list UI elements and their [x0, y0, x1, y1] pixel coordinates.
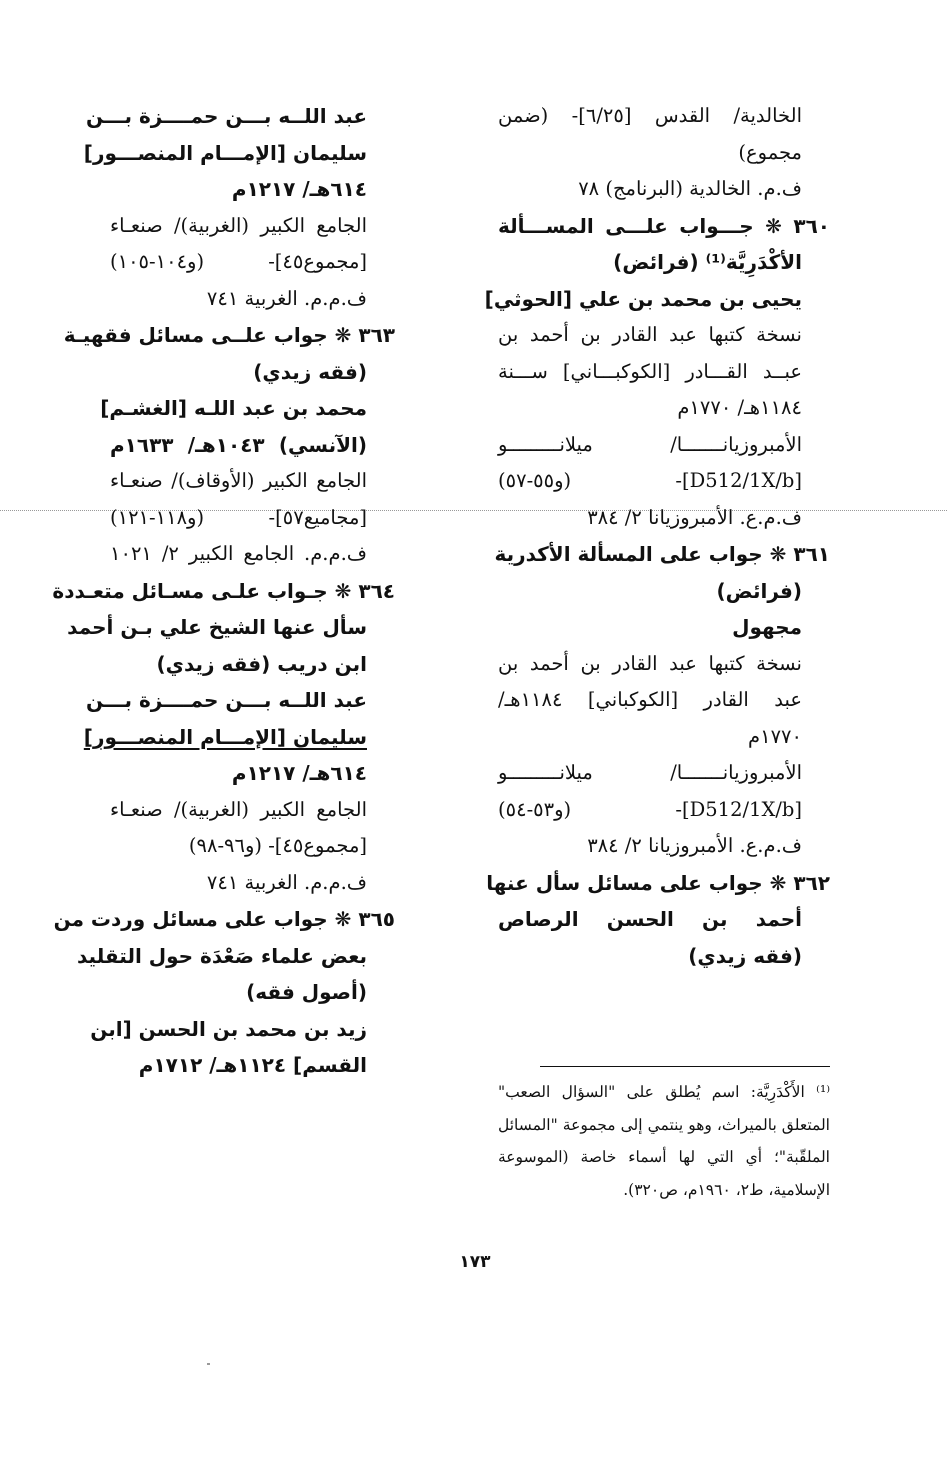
right-column [484, 98, 830, 974]
text-line: الأكْدَرِيَّة⁽¹⁾ (فرائض) [613, 250, 802, 274]
left-column [52, 98, 395, 1084]
text-line: [D512/1X/b]- (و٥٣-٥٤) [498, 797, 802, 821]
text-line: ف.م.ع. الأمبروزيانا ٢/ ٣٨٤ [587, 505, 802, 529]
text-line: الجامع الكبير (الأوقاف)/ صنعـاء [110, 469, 367, 492]
text-line: مجموع) [738, 140, 802, 164]
text-line: محمد بن عبد اللـه [الغشـم] [100, 396, 367, 420]
footnote [498, 1076, 830, 1206]
text-line: نسخة كتبها عبد القادر بن أحمد بن [498, 323, 802, 346]
text-line: ٣٦٣ ❋ جواب علــى مسائل فقهيـة [63, 323, 395, 347]
footnote-line: المتعلق بالميراث، وهو ينتمي إلى مجموعة "المسائل [498, 1115, 830, 1134]
text-line: ف.م.م. الغربية ٧٤١ [206, 286, 367, 310]
text-line: عبد اللــه بـــن حمــــزة بـــن [85, 104, 367, 128]
text-line: القسم] ١١٢٤هـ/ ١٧١٢م [138, 1053, 367, 1077]
text-line: زيد بن محمد بن الحسن [ابن [90, 1016, 367, 1041]
text-line: مجهول [732, 615, 802, 639]
text-line: [مجموع٤٥]- (و١٠٤-١٠٥) [110, 250, 367, 273]
text-line: [D512/1X/b]- (و٥٥-٥٧) [498, 469, 802, 492]
text-line: ف.م.م. الجامع الكبير ٢/ ١٠٢١ [110, 542, 367, 565]
text-line: يحيى بن محمد بن علي [الحوثي] [484, 286, 802, 311]
text-line: (أصول فقه) [246, 980, 367, 1004]
text-line: ٣٦٥ ❋ جواب على مسائل وردت من [53, 907, 395, 931]
text-line: ٣٦٤ ❋ جـواب علـى مسـائل متعـددة [52, 578, 395, 603]
text-line: عبد اللــه بـــن حمــــزة بـــن [85, 688, 367, 712]
text-line: عبــد القـــادر [الكوكبـــاني] ســـنة [498, 359, 802, 383]
text-line: (فرائض) [716, 578, 802, 603]
text-line: ٦١٤هـ/ ١٢١٧م [231, 761, 367, 785]
text-line: ٦١٤هـ/ ١٢١٧م [231, 177, 367, 201]
text-line: ٣٦١ ❋ جواب على المسألة الأكدرية [494, 542, 830, 566]
text-line: (الآنسي) ١٠٤٣هـ/ ١٦٣٣م [110, 432, 367, 457]
text-line: ٣٦٢ ❋ جواب على مسائل سأل عنها [486, 870, 830, 895]
text-line: الجامع الكبير (الغربية)/ صنعـاء [110, 213, 367, 237]
text-line: ابن دريب (فقه زيدي) [156, 651, 367, 676]
footnote-line: الإسلامية، ط٢، ١٩٦٠م، ص٣٢٠). [623, 1180, 830, 1199]
scan-speck [207, 1363, 210, 1365]
text-line: بعض علماء صَعْدَة حول التقليد [77, 943, 367, 968]
text-line: ف.م.م. الغربية ٧٤١ [206, 870, 367, 894]
text-line: ١١٨٤هـ/ ١٧٧٠م [677, 396, 802, 419]
text-line: [مجاميع٥٧]- (و١١٨-١٢١) [110, 505, 367, 529]
text-line: سأل عنها الشيخ علي بـن أحمد [67, 615, 367, 639]
text-line: ف.م. الخالدية (البرنامج) ٧٨ [578, 177, 802, 200]
text-line: الخالدية/ القدس [٦/٢٥]- (ضمن [498, 104, 802, 127]
text-line: ٣٦٠ ❋ جـــواب علـــى المســـألة [498, 213, 830, 238]
text-line: ١٧٧٠م [748, 724, 802, 748]
footnote-line: الملقّبة"؛ أي التي لها أسماء خاصة (الموسوعة [498, 1148, 830, 1166]
text-line: الأمبروزيانـــــــا/ ميلانـــــــــو [498, 432, 802, 456]
text-line: [مجموع٤٥]- (و٩٦-٩٨) [188, 834, 367, 857]
text-line: سليمان [الإمـــام المنصـــور] [83, 140, 367, 165]
text-line: ف.م.ع. الأمبروزيانا ٢/ ٣٨٤ [587, 834, 802, 857]
text-line: نسخة كتبها عبد القادر بن أحمد بن [498, 651, 802, 675]
text-line: الجامع الكبير (الغربية)/ صنعـاء [110, 797, 367, 821]
footnote-separator [540, 1066, 830, 1067]
text-line: (فقه زيدي) [253, 359, 367, 384]
page-number: ١٧٣ [459, 1252, 491, 1272]
text-line: أحمد بن الحسن الرصاص [498, 907, 802, 931]
text-line: (فقه زيدي) [688, 943, 802, 968]
text-line: الأمبروزيانـــــــا/ ميلانـــــــــو [498, 761, 802, 784]
text-line: عبد القادر [الكوكباني] ١١٨٤هـ/ [498, 688, 802, 711]
text-line: سليمان [الإمـــام المنصـــور] [83, 724, 367, 749]
footnote-line: ⁽¹⁾ الأَكْدَرِيَّة: اسم يُطلق على "السؤال الصعب" [498, 1083, 830, 1101]
